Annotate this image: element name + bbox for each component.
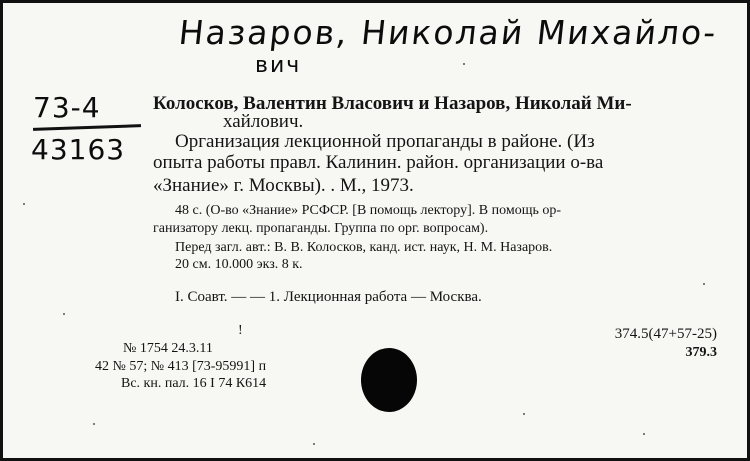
scan-speck xyxy=(23,203,25,205)
classification-line1: 374.5(47+57-25) xyxy=(614,326,717,342)
footer-line2: 42 № 57; № 413 [73-95991] п xyxy=(95,359,267,374)
punch-hole xyxy=(361,348,417,412)
note-line4: 20 см. 10.000 экз. 8 к. xyxy=(175,257,303,272)
scan-speck xyxy=(313,443,315,445)
handwritten-name-line1: Назаров, Николай Михайло- xyxy=(176,13,720,52)
heading-line1: Колосков, Валентин Власович и Назаров, Николай Ми- xyxy=(153,93,632,114)
scan-speck xyxy=(703,283,705,285)
classification-line2: 379.3 xyxy=(685,345,717,360)
tick-mark: ! xyxy=(238,323,243,338)
handwritten-call-number-top: 73-4 xyxy=(33,91,101,124)
footer-line1: № 1754 24.3.11 xyxy=(123,341,213,356)
heading-line2: хайлович. xyxy=(223,111,304,132)
scan-speck xyxy=(463,63,465,65)
tracings: I. Соавт. — — 1. Лекционная работа — Москва. xyxy=(175,289,482,305)
scan-speck xyxy=(523,413,525,415)
note-line3: Перед загл. авт.: В. В. Колосков, канд. ист. наук, Н. М. Назаров. xyxy=(175,240,553,255)
note-line1: 48 с. (О-во «Знание» РСФСР. [В помощь лектору]. В помощь ор- xyxy=(175,203,562,218)
scan-speck xyxy=(643,433,645,435)
call-number-underline xyxy=(33,124,141,131)
scan-speck xyxy=(93,423,95,425)
handwritten-name-line2: вич xyxy=(255,53,302,78)
note-line2: ганизатору лекц. пропаганды. Группа по орг. вопросам). xyxy=(153,221,489,236)
title-line3: «Знание» г. Москвы). . M., 1973. xyxy=(153,175,414,196)
title-line1: Организация лекционной пропаганды в районе. (Из xyxy=(175,131,595,152)
handwritten-call-number-bottom: 43163 xyxy=(31,133,126,166)
footer-line3: Вс. кн. пал. 16 I 74 К614 xyxy=(121,376,267,391)
title-line2: опыта работы правл. Калинин. район. организации о-ва xyxy=(153,152,604,173)
scan-speck xyxy=(63,313,65,315)
